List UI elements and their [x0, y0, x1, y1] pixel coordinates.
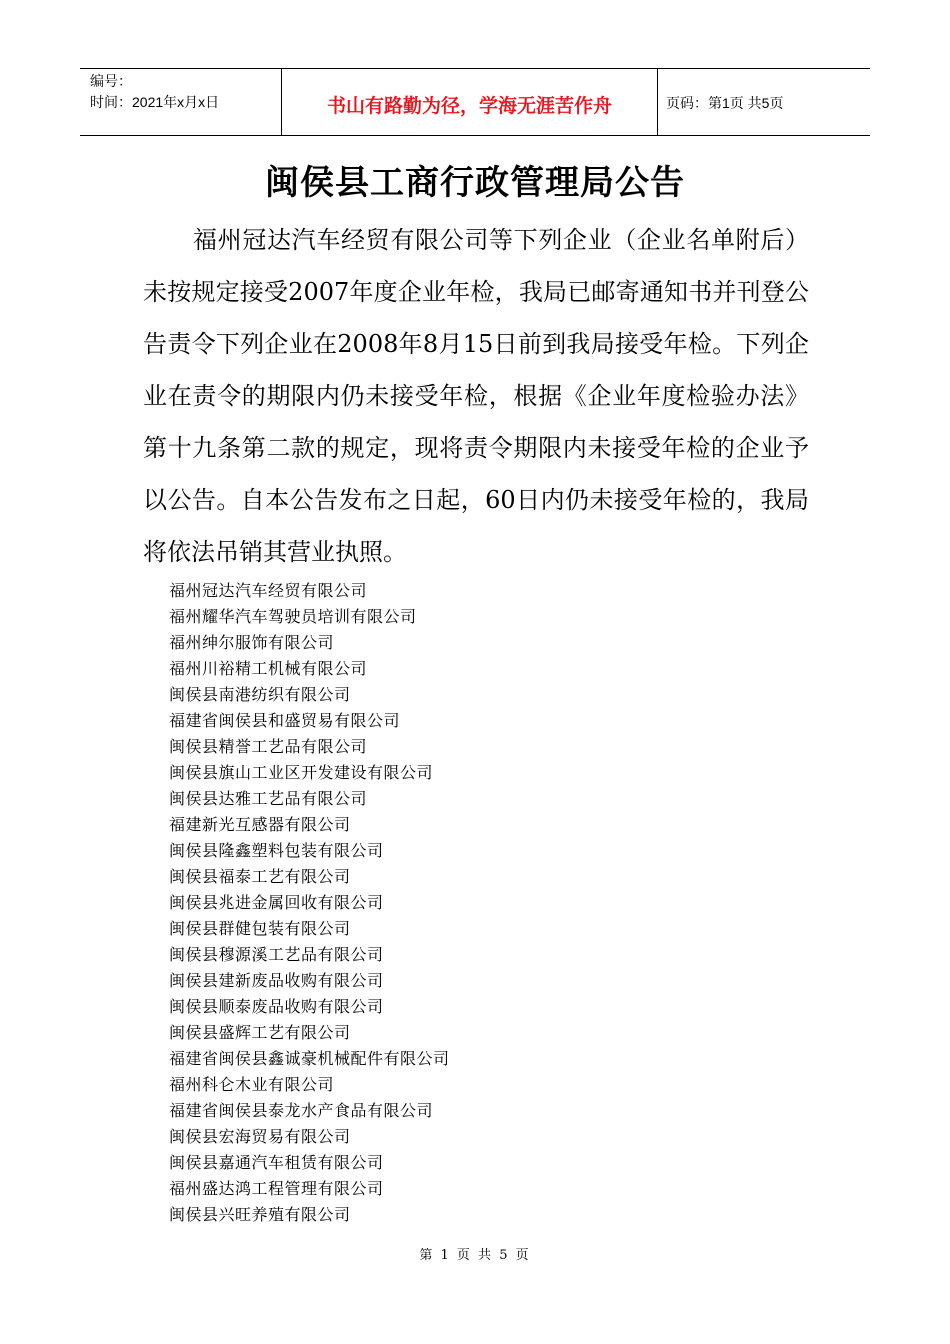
page-footer: 第 1 页 共 5 页	[419, 1248, 531, 1263]
list-item: 闽侯县精誉工艺品有限公司	[169, 737, 368, 756]
list-item: 闽侯县兆进金属回收有限公司	[169, 893, 384, 912]
list-item: 闽侯县建新废品收购有限公司	[169, 971, 384, 990]
list-item: 闽侯县嘉通汽车租赁有限公司	[169, 1153, 384, 1172]
list-item: 福州科仑木业有限公司	[169, 1075, 335, 1094]
header-page-info: 页码：第1页 共5页	[666, 95, 784, 111]
list-item: 闽侯县群健包装有限公司	[169, 919, 351, 938]
list-item: 闽侯县顺泰废品收购有限公司	[169, 997, 384, 1016]
list-item: 福建新光互感器有限公司	[169, 815, 351, 834]
list-item: 闽侯县穆源溪工艺品有限公司	[169, 945, 384, 964]
list-item: 闽侯县福泰工艺有限公司	[169, 867, 351, 886]
list-item: 福州冠达汽车经贸有限公司	[169, 581, 368, 600]
document-title: 闽侯县工商行政管理局公告	[265, 163, 685, 203]
list-item: 闽侯县达雅工艺品有限公司	[169, 789, 368, 808]
list-item: 闽侯县旗山工业区开发建设有限公司	[169, 763, 434, 782]
list-item: 闽侯县兴旺养殖有限公司	[169, 1205, 351, 1224]
list-item: 福州盛达鸿工程管理有限公司	[169, 1179, 384, 1198]
list-item: 福建省闽侯县和盛贸易有限公司	[169, 711, 401, 730]
document-date: 时间：2021年x月x日	[90, 94, 220, 110]
list-item: 闽侯县宏海贸易有限公司	[169, 1127, 351, 1146]
list-item: 福州川裕精工机械有限公司	[169, 659, 368, 678]
page-header	[80, 68, 870, 136]
document-number: 编号：	[90, 73, 132, 89]
list-item: 福州绅尔服饰有限公司	[169, 633, 335, 652]
list-item: 福建省闽侯县鑫诚豪机械配件有限公司	[169, 1049, 450, 1068]
list-item: 闽侯县南港纺织有限公司	[169, 685, 351, 704]
list-item: 福州耀华汽车驾驶员培训有限公司	[169, 607, 417, 626]
list-item: 闽侯县隆鑫塑料包装有限公司	[169, 841, 384, 860]
list-item: 福建省闽侯县泰龙水产食品有限公司	[169, 1101, 434, 1120]
header-motto: 书山有路勤为径，学海无涯苦作舟	[282, 69, 658, 135]
header-meta	[80, 69, 282, 135]
list-item: 闽侯县盛辉工艺有限公司	[169, 1023, 351, 1042]
company-list	[169, 578, 450, 1228]
announcement-body: 福州冠达汽车经贸有限公司等下列企业（企业名单附后）未按规定接受2007年度企业年检，我局已邮寄通知书并刊登公告责令下列企业在2008年8月15日前到我局接受年检。下列企业在责令的期限内仍未接受年检，根据《企业年度检验办法》第十九条第二款的规定，现将责令期限内未接受年检的企业予以公告。自本公告发布之日起，60日内仍未接受年检的，我局将依法吊销其营业执照。	[143, 226, 809, 566]
